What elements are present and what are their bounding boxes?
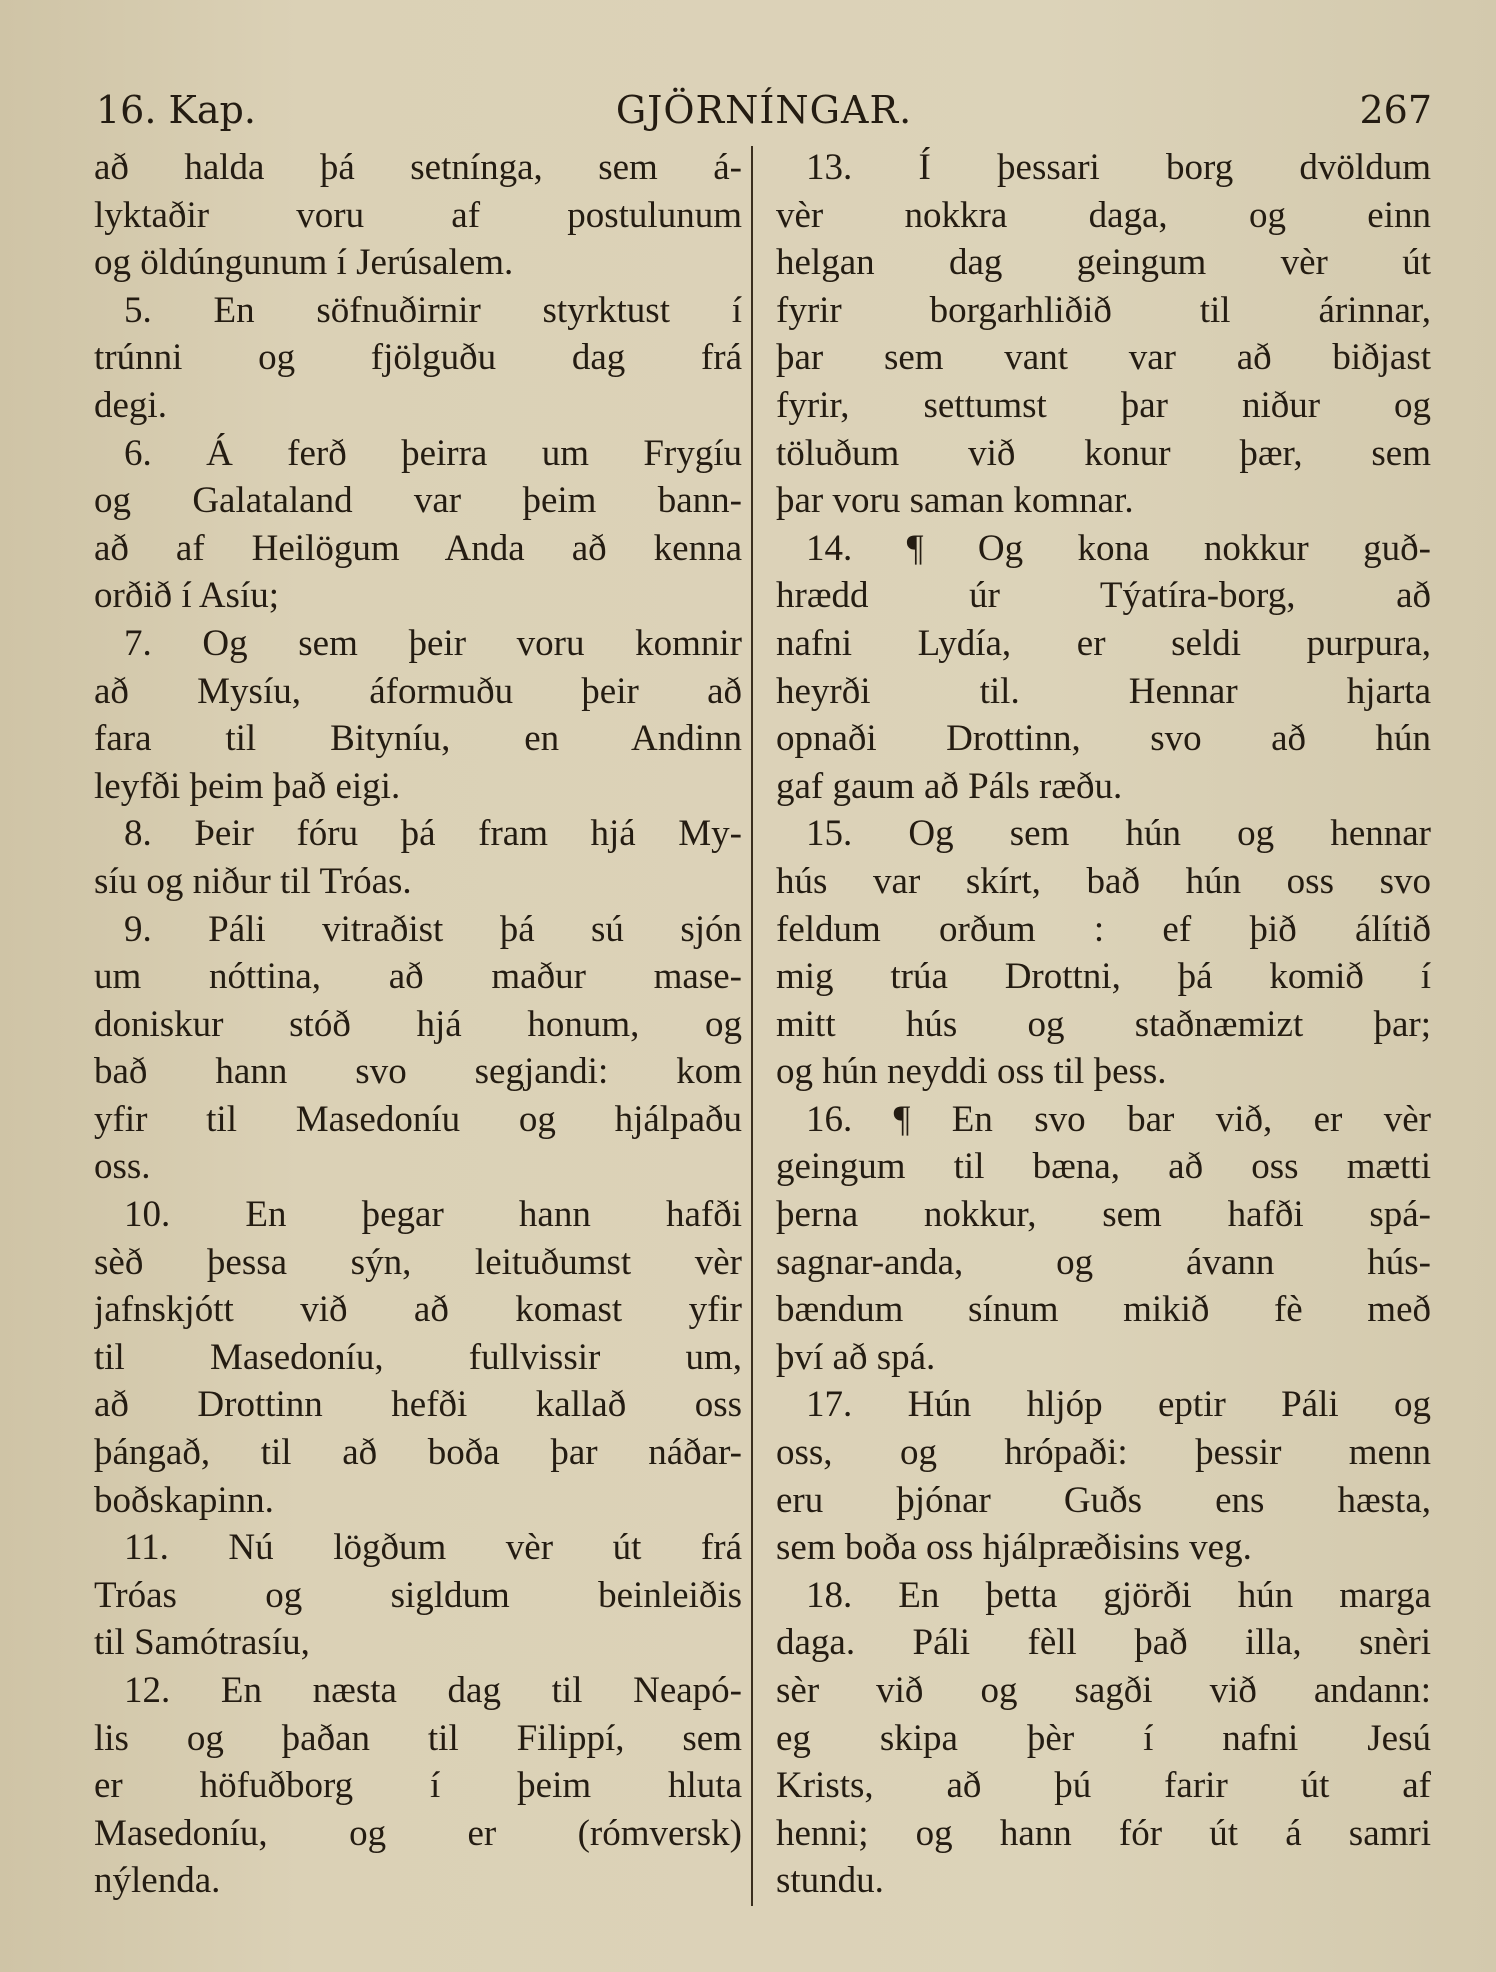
text-line: að halda þá setnínga, sem á- [94,147,742,188]
text-line: hrædd úr Týatíra-borg, að [776,575,1431,617]
verse-start-line: 9. Páli vitraðist þá sú sjón [124,908,742,950]
chapter-label: 16. Kap. [96,88,256,132]
page-number: 267 [1359,88,1432,132]
text-line: Tróas og sigldum beinleiðis [94,1574,742,1616]
text-line: þerna nokkur, sem hafði spá- [776,1194,1431,1236]
text-line: degi. [94,384,167,426]
text-line: því að spá. [776,1336,936,1378]
text-line: Masedoníu, og er (rómversk) [94,1812,742,1854]
text-line: og Galataland var þeim bann- [94,480,742,522]
text-line: doniskur stóð hjá honum, og [94,1003,742,1045]
verse-start-line: 5. En söfnuðirnir styrktust í [124,289,742,331]
text-line: lis og þaðan til Filippí, sem [94,1717,742,1759]
verse-start-line: 8. Þeir fóru þá fram hjá My- [124,813,742,855]
text-line: töluðum við konur þær, sem [776,432,1431,474]
text-line: nafni Lydía, er seldi purpura, [776,622,1431,664]
column-divider [751,146,753,1906]
text-line: opnaði Drottinn, svo að hún [776,718,1431,760]
text-line: að Mysíu, áformuðu þeir að [94,670,742,712]
text-line: eru þjónar Guðs ens hæsta, [776,1479,1431,1521]
verse-start-line: 6. Á ferð þeirra um Frygíu [124,432,742,474]
text-line: og hún neyddi oss til þess. [776,1051,1167,1093]
text-line: leyfði þeim það eigi. [94,765,401,807]
text-line: boðskapinn. [94,1479,274,1521]
text-line: gaf gaum að Páls ræðu. [776,765,1123,807]
text-line: henni; og hann fór út á samri [776,1812,1431,1854]
verse-start-line: 7. Og sem þeir voru komnir [124,622,742,664]
text-line: feldum orðum : ef þið álítið [776,908,1431,950]
text-line: heyrði til. Hennar hjarta [776,670,1431,712]
text-line: er höfuðborg í þeim hluta [94,1765,742,1807]
verse-start-line: 13. Í þessari borg dvöldum [806,147,1431,188]
text-line: jafnskjótt við að komast yfir [94,1289,742,1331]
text-line: orðið í Asíu; [94,575,280,617]
verse-start-line: 16. ¶ En svo bar við, er vèr [806,1098,1431,1140]
text-line: lyktaðir voru af postulunum [94,194,742,236]
text-line: hús var skírt, bað hún oss svo [776,860,1431,902]
running-header [96,82,1432,138]
verse-start-line: 14. ¶ Og kona nokkur guð- [806,527,1431,569]
text-line: um nóttina, að maður mase- [94,956,742,998]
left-column [94,144,742,1905]
text-line: þar voru saman komnar. [776,480,1134,522]
text-line: Krists, að þú farir út af [776,1765,1431,1807]
text-line: að af Heilögum Anda að kenna [94,527,742,569]
text-line: þar sem vant var að biðjast [776,337,1431,379]
text-line: að Drottinn hefði kallað oss [94,1384,742,1426]
verse-start-line: 12. En næsta dag til Neapó- [124,1670,742,1711]
text-line: vèr nokkra daga, og einn [776,194,1431,236]
verse-start-line: 10. En þegar hann hafði [124,1194,742,1236]
text-line: mitt hús og staðnæmizt þar; [776,1003,1431,1045]
text-line: og öldúngunum í Jerúsalem. [94,242,514,284]
verse-start-line: 17. Hún hljóp eptir Páli og [806,1384,1431,1426]
right-column [776,144,1431,1905]
text-line: oss, og hrópaði: þessir menn [776,1432,1431,1474]
verse-start-line: 15. Og sem hún og hennar [806,813,1431,855]
text-line: sagnar-anda, og ávann hús- [776,1241,1431,1283]
text-line: fara til Bityníu, en Andinn [94,718,742,760]
text-line: bað hann svo segjandi: kom [94,1051,742,1093]
text-line: daga. Páli fèll það illa, snèri [776,1622,1431,1664]
text-line: sem boða oss hjálpræðisins veg. [776,1527,1252,1569]
text-line: trúnni og fjölguðu dag frá [94,337,742,379]
text-line: bændum sínum mikið fè með [776,1289,1431,1331]
verse-start-line: 11. Nú lögðum vèr út frá [124,1527,742,1569]
text-line: síu og niður til Tróas. [94,860,412,902]
text-line: til Masedoníu, fullvissir um, [94,1336,742,1378]
text-line: sèð þessa sýn, leituðumst vèr [94,1241,742,1283]
text-line: fyrir, settumst þar niður og [776,384,1431,426]
text-line: eg skipa þèr í nafni Jesú [776,1717,1431,1759]
text-line: geingum til bæna, að oss mætti [776,1146,1431,1188]
text-line: helgan dag geingum vèr út [776,242,1431,284]
text-line: nýlenda. [94,1860,221,1902]
verse-start-line: 18. En þetta gjörði hún marga [806,1574,1431,1616]
text-line: sèr við og sagði við andann: [776,1670,1431,1711]
text-line: þángað, til að boða þar náðar- [94,1432,742,1474]
text-line: yfir til Masedoníu og hjálpaðu [94,1098,742,1140]
text-line: stundu. [776,1860,884,1902]
text-line: oss. [94,1146,151,1188]
text-line: til Samótrasíu, [94,1622,310,1664]
text-line: mig trúa Drottni, þá komið í [776,956,1431,998]
book-title: GJÖRNÍNGAR. [615,88,913,132]
text-line: fyrir borgarhliðið til árinnar, [776,289,1431,331]
